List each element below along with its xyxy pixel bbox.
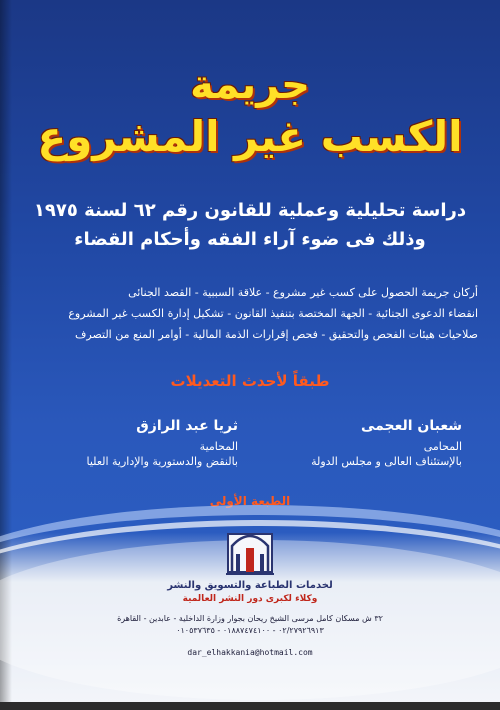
publisher-line-1: لخدمات الطباعة والتسويق والنشر (167, 580, 333, 591)
author-2 (48, 418, 238, 468)
topics-line-2: انقضاء الدعوى الجنائية - الجهة المختصة بتنفيذ القانون - تشكيل إدارة الكسب غير المشروع (68, 307, 478, 320)
author-1-detail: بالإستئناف العالى و مجلس الدولة (311, 455, 462, 468)
author-1 (272, 418, 462, 468)
subtitle-line-2: وذلك فى ضوء آراء الفقه وأحكام القضاء (74, 229, 426, 250)
author-2-detail: بالنقض والدستورية والإدارية العليا (86, 455, 238, 468)
author-1-role: المحامى (423, 440, 462, 453)
publisher-address: ٣٢ ش مسكان كامل مرسى الشيخ ريحان بجوار وزارة الداخلية - عابدين - القاهرة (117, 614, 383, 623)
title-line-2: الكسب غير المشروع (37, 112, 463, 161)
publisher-logo-icon (222, 520, 278, 580)
publisher-address-block (0, 613, 500, 637)
author-2-name: ثريا عبد الرازق (136, 418, 238, 434)
edition-label: الطبعة الأولى (209, 494, 291, 508)
title-line-1: جريمة (190, 62, 310, 108)
publisher-email: dar_elhakkania@hotmail.com (187, 648, 313, 657)
updated-note: طبقاً لأحدث التعديلات (170, 372, 330, 390)
publisher-phones: ٠٢/٢٧٩٢٦٩١٣ - ٠١٨٨٧٤٧٤١٠٠ - ٠١٠٥٣٧٦٣٥ (176, 626, 324, 635)
topics-line-1: أركان جريمة الحصول على كسب غير مشروع - علاقة السببية - القصد الجنائى (128, 286, 478, 299)
author-2-role: المحامية (199, 440, 238, 453)
subtitle-line-1: دراسة تحليلية وعملية للقانون رقم ٦٢ لسنة ١٩٧٥ (33, 200, 467, 221)
topics-block (22, 282, 478, 345)
topics-line-3: صلاحيات هيئات الفحص والتحقيق - فحص إقرارات الذمة المالية - أوامر المنع من التصرف (74, 328, 478, 341)
author-1-name: شعبان العجمى (360, 418, 462, 434)
publisher-line-2: وكلاء لكبرى دور النشر العالمية (182, 594, 318, 604)
cover-bottom-edge (0, 702, 500, 710)
